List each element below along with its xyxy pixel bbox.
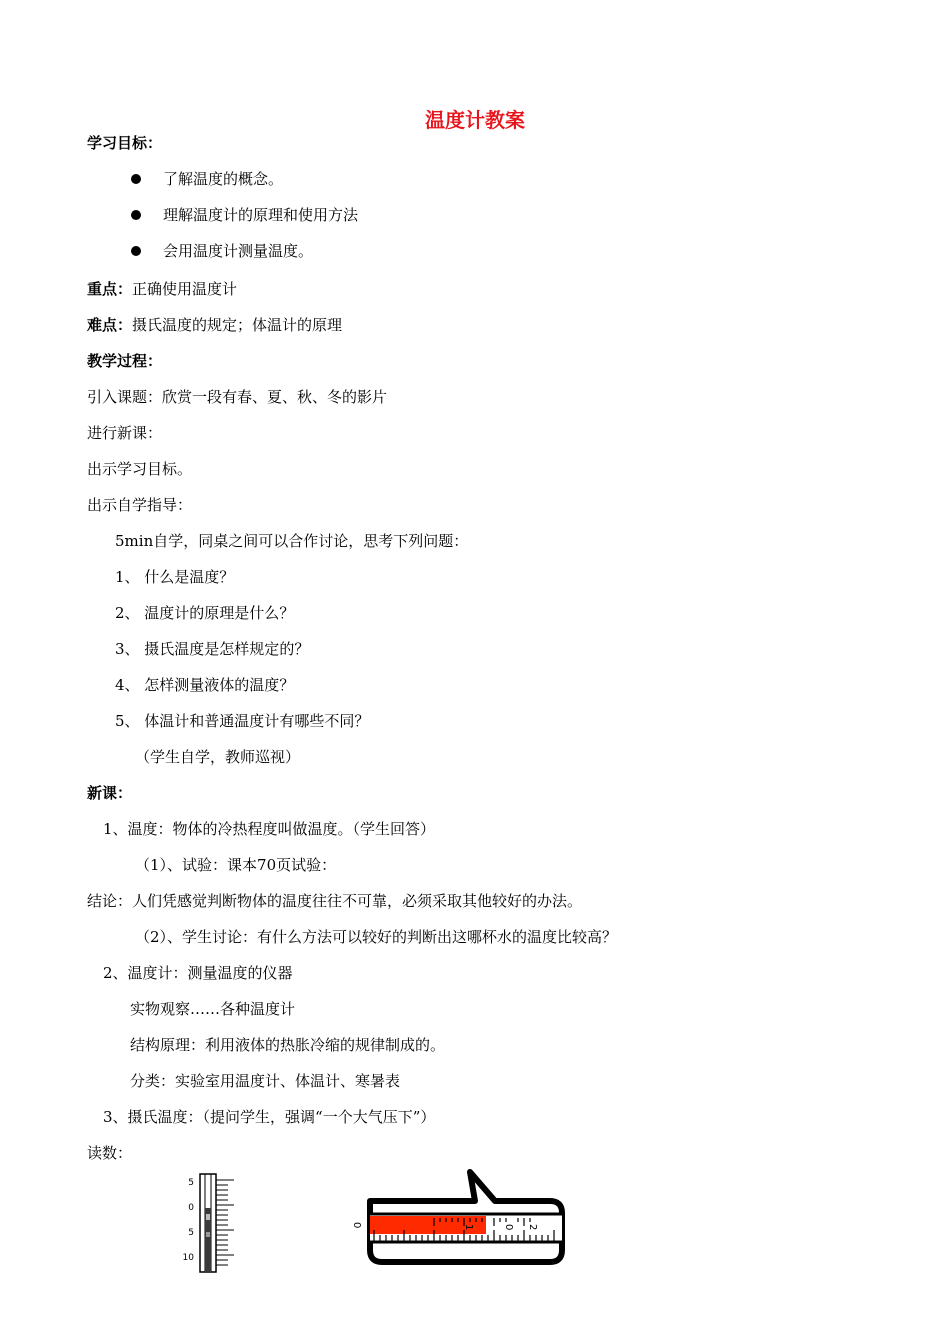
key-point <box>87 279 237 299</box>
conclusion-line: 结论：人们凭感觉判断物体的温度往往不可靠，必须采取其他较好的办法。 <box>87 892 583 910</box>
self-study-line: 出示自学指导： <box>87 496 193 514</box>
principle-line: 结构原理：利用液体的热胀冷缩的规律制成的。 <box>130 1036 446 1054</box>
experiment-line: （1）、试验：课本70页试验： <box>135 856 337 874</box>
difficulty-label: 难点： <box>87 316 133 334</box>
vertical-thermometer-figure <box>176 1172 246 1274</box>
process-heading: 教学过程： <box>87 352 163 370</box>
section-thermometer: 2、温度计：测量温度的仪器 <box>103 964 293 982</box>
objective-item: 会用温度计测量温度。 <box>163 242 314 260</box>
types-line: 分类：实验室用温度计、体温计、寒暑表 <box>130 1072 401 1090</box>
scale-label: 2 <box>527 1224 538 1231</box>
show-objectives-line: 出示学习目标。 <box>87 460 193 478</box>
study-note: （学生自学，教师巡视） <box>135 748 301 766</box>
new-lesson-line: 进行新课： <box>87 424 163 442</box>
new-course-heading: 新课： <box>87 784 133 802</box>
section-temperature: 1、温度：物体的冷热程度叫做温度。（学生回答） <box>103 820 436 838</box>
key-point-label: 重点： <box>87 280 133 298</box>
scale-label: 10 <box>182 1253 194 1263</box>
discussion-line: （2）、学生讨论：有什么方法可以较好的判断出这哪杯水的温度比较高？ <box>135 928 618 946</box>
key-point-text: 正确使用温度计 <box>132 280 238 298</box>
question-item: 3、 摄氏温度是怎样规定的？ <box>115 640 310 658</box>
intro-line: 引入课题：欣赏一段有春、夏、秋、冬的影片 <box>87 388 388 406</box>
bullet-icon <box>131 246 141 256</box>
difficulty <box>87 315 342 335</box>
question-item: 1、 什么是温度？ <box>115 568 235 586</box>
objective-item: 了解温度的概念。 <box>163 170 284 188</box>
scale-label: 5 <box>188 1178 194 1188</box>
scale-label: 0 <box>188 1203 194 1213</box>
observation-line: 实物观察……各种温度计 <box>130 1000 296 1018</box>
scale-label: 5 <box>188 1228 194 1238</box>
left-mark-label: 0 <box>351 1222 362 1229</box>
scale-label: 0 <box>503 1224 514 1231</box>
scale-label: 1 <box>463 1224 474 1231</box>
document-title: 温度计教案 <box>425 108 525 132</box>
tick-marks <box>216 1180 234 1265</box>
section-celsius: 3、摄氏温度：（提问学生，强调“一个大气压下”） <box>103 1108 436 1126</box>
reading-label: 读数： <box>87 1144 133 1162</box>
question-item: 2、 温度计的原理是什么？ <box>115 604 295 622</box>
horizontal-thermometer-figure <box>350 1168 570 1268</box>
objectives-heading: 学习目标： <box>87 134 163 152</box>
difficulty-text: 摄氏温度的规定；体温计的原理 <box>132 316 343 334</box>
bullet-icon <box>131 210 141 220</box>
objective-item: 理解温度计的原理和使用方法 <box>163 206 359 224</box>
question-item: 4、 怎样测量液体的温度？ <box>115 676 295 694</box>
bullet-icon <box>131 174 141 184</box>
question-item: 5、 体温计和普通温度计有哪些不同？ <box>115 712 370 730</box>
self-study-desc: 5min自学，同桌之间可以合作讨论，思考下列问题： <box>115 532 469 550</box>
